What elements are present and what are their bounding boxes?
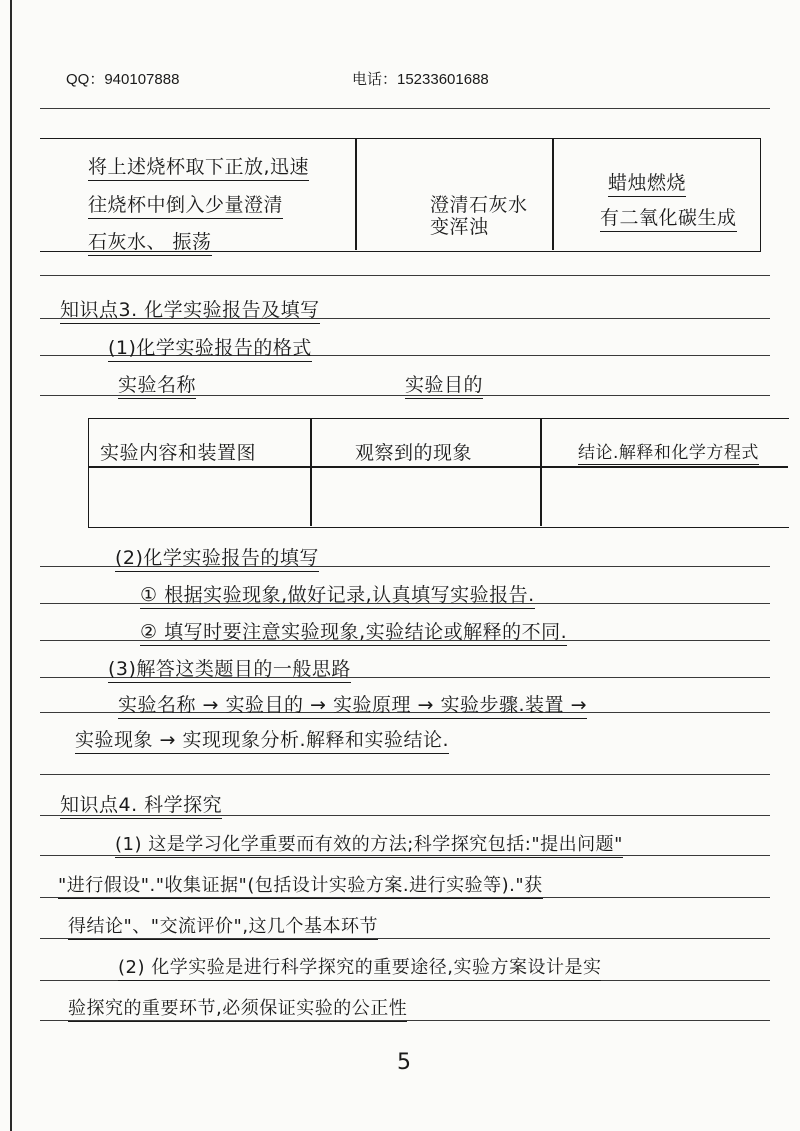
phone-contact: 电话：15233601688 xyxy=(352,71,489,88)
table-header: 结论.解释和化学方程式 xyxy=(578,438,759,465)
operation-line: 将上述烧杯取下正放,迅速 xyxy=(88,152,309,181)
section4-title: 知识点4. 科学探究 xyxy=(60,790,222,819)
page-margin-line xyxy=(10,0,12,1131)
flow-line: 实验现象 → 实现现象分析.解释和实验结论. xyxy=(75,725,449,754)
ruled-line xyxy=(40,774,770,775)
conclusion-line: 蜡烛燃烧 xyxy=(608,168,686,197)
table-header: 观察到的现象 xyxy=(355,438,472,467)
experiment-purpose-label: 实验目的 xyxy=(405,370,483,399)
section3-sub3: (3)解答这类题目的一般思路 xyxy=(108,654,351,683)
table-divider xyxy=(310,418,312,526)
report-format-table xyxy=(88,418,789,528)
table-header: 实验内容和装置图 xyxy=(100,438,256,467)
page-number: 5 xyxy=(397,1050,411,1075)
section3-sub1: (1)化学实验报告的格式 xyxy=(108,333,312,362)
section4-paragraph-line: (2) 化学实验是进行科学探究的重要途径,实验方案设计是实 xyxy=(118,953,601,981)
section4-paragraph-line: (1) 这是学习化学重要而有效的方法;科学探究包括:"提出问题" xyxy=(115,830,623,858)
section4-paragraph-line: "进行假设"."收集证据"(包括设计实验方案.进行实验等)."获 xyxy=(58,871,543,899)
table-divider xyxy=(540,418,542,526)
section4-paragraph-line: 验探究的重要环节,必须保证实验的公正性 xyxy=(68,994,407,1022)
section3-sub2: (2)化学实验报告的填写 xyxy=(115,543,319,572)
phenomenon-line: 变浑浊 xyxy=(430,216,489,238)
section4-paragraph-line: 得结论"、"交流评价",这几个基本环节 xyxy=(68,912,378,940)
qq-contact: QQ：940107888 xyxy=(66,71,180,88)
operation-line: 往烧杯中倒入少量澄清 xyxy=(88,190,283,219)
operation-line: 石灰水、 振荡 xyxy=(88,227,212,256)
conclusion-line: 有二氧化碳生成 xyxy=(600,203,737,232)
phenomenon-line: 澄清石灰水 xyxy=(430,194,528,216)
ruled-line xyxy=(40,275,770,276)
flow-line: 实验名称 → 实验目的 → 实验原理 → 实验步骤.装置 → xyxy=(118,690,587,719)
section3-title: 知识点3. 化学实验报告及填写 xyxy=(60,295,320,324)
experiment-name-label: 实验名称 xyxy=(118,370,196,399)
ruled-line xyxy=(40,108,770,109)
table-divider xyxy=(355,138,357,250)
section3-item1: ① 根据实验现象,做好记录,认真填写实验报告. xyxy=(140,580,535,609)
section3-item2: ② 填写时要注意实验现象,实验结论或解释的不同. xyxy=(140,617,567,646)
table-divider xyxy=(552,138,554,250)
